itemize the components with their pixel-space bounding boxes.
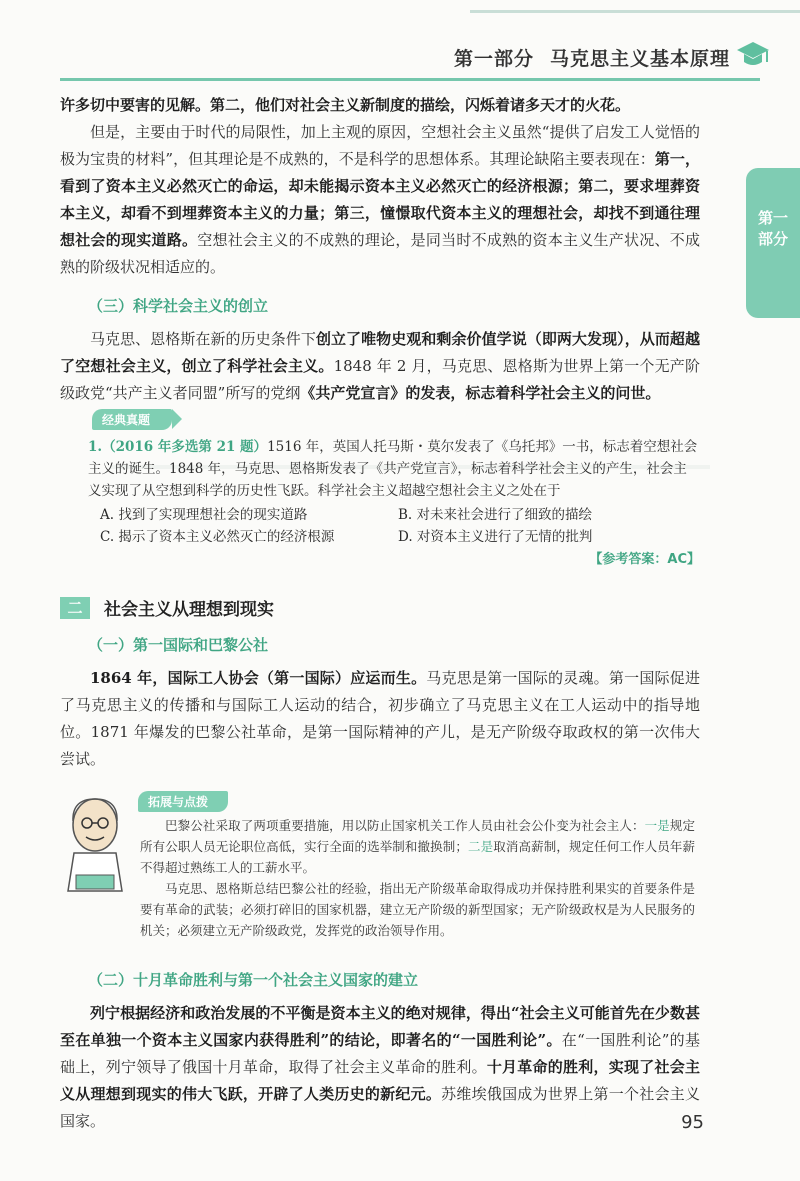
page-number: 95: [681, 1112, 704, 1133]
paragraph: [60, 326, 700, 407]
paragraph-text: 1848 年 2 月，马克思、恩格斯为世界上第一个无产阶级政党“共产主义者同盟”所写的党纲: [60, 357, 700, 402]
header-subject: 马克思主义基本原理: [549, 48, 730, 70]
paragraph-text: 马克思是第一国际的灵魂。第一国际促进了马克思主义的传播和与国际工人运动的结合，初步确立了马克思主义在工人运动中的指导地位。1871 年爆发的巴黎公社革命，是第一国际精神的产儿，是无产阶级夺取政权的第一次伟大尝试。: [60, 669, 700, 768]
section-title: 社会主义从理想到现实: [104, 600, 274, 620]
page-header: [0, 0, 800, 78]
graduation-cap-icon: [736, 40, 770, 70]
paragraph: [60, 119, 700, 281]
option-c: C. 揭示了资本主义必然灭亡的经济根源: [100, 529, 335, 545]
paragraph: [60, 1000, 700, 1135]
paragraph-highlight: 第一，看到了资本主义必然灭亡的命运，却未能揭示资本主义必然灭亡的经济根源；第二，要求埋葬资本主义，却看不到埋葬资本主义的力量；第三，憧憬取代资本主义的理想社会，却找不到通往理想社会的现实道路。: [60, 150, 700, 249]
subsection-heading: （二）十月革命胜利与第一个社会主义国家的建立: [88, 971, 419, 989]
option-a: A. 找到了实现理想社会的现实道路: [100, 507, 308, 523]
exam-question: [88, 436, 700, 502]
option-b: B. 对未来社会进行了细致的描绘: [398, 507, 593, 523]
question-text: 1516 年，英国人托马斯・莫尔发表了《乌托邦》一书，标志着空想社会主义的诞生。1848 年，马克思、恩格斯发表了《共产党宣言》，标志着科学社会主义的产生，社会主义实现了从空想到科学的历史性飞跃。科学社会主义超越空想社会主义之处在于: [88, 439, 698, 499]
subsection-heading: （三）科学社会主义的创立: [88, 297, 269, 315]
paragraph-highlight: 1864 年，国际工人协会（第一国际）应运而生。: [90, 669, 427, 687]
expand-text-part: 巴黎公社采取了两项重要措施，用以防止国家机关工作人员由社会公仆变为社会主人：: [165, 818, 645, 833]
section-heading: [60, 595, 700, 620]
section-number: 二: [60, 597, 90, 619]
paragraph: [60, 665, 700, 773]
exam-options: [100, 504, 700, 548]
exam-badge: 经典真题: [92, 409, 172, 430]
header-part: 第一部分: [453, 48, 534, 70]
side-tab-line: 第一: [757, 209, 788, 227]
expand-paragraph: [140, 878, 695, 941]
teacher-avatar: [60, 791, 130, 896]
expand-marker: 二是: [467, 839, 494, 854]
paragraph-highlight: 《共产党宣言》的发表，标志着科学社会主义的问世。: [300, 384, 661, 402]
paragraph-text: 马克思、恩格斯在新的历史条件下: [90, 330, 316, 348]
paragraph-highlight: 创立了唯物史观和剩余价值学说（即两大发现），从而超越了空想社会主义，创立了科学社会主义。: [60, 330, 700, 375]
paragraph-highlight: 列宁根据经济和政治发展的不平衡是资本主义的绝对规律，得出“社会主义可能首先在少数甚至在单独一个资本主义国家内获得胜利”的结论，即著名的“一国胜利论”。: [60, 1004, 700, 1049]
option-d: D. 对资本主义进行了无情的批判: [398, 529, 593, 545]
answer-key: 【参考答案：AC】: [589, 552, 700, 567]
expand-text-part: 马克思、恩格斯总结巴黎公社的经验，指出无产阶级革命取得成功并保持胜利果实的首要条件是要有革命的武装；必须打碎旧的国家机器，建立无产阶级的新型国家；无产阶级政权是为人民服务的机关；必须建立无产阶级政党，发挥党的政治领导作用。: [140, 881, 695, 938]
subsection-heading: （一）第一国际和巴黎公社: [88, 636, 269, 654]
expand-text: [140, 815, 695, 941]
paragraph-text: 但是，主要由于时代的局限性，加上主观的原因，空想社会主义虽然“提供了启发工人觉悟的极为宝贵的材料”，但其理论是不成熟的，不是科学的思想体系。其理论缺陷主要表现在：: [60, 123, 700, 168]
expand-text-part: 取消高薪制，规定任何工作人员年薪不得超过熟练工人的工薪水平。: [140, 839, 695, 875]
header-rule: [60, 78, 760, 81]
question-number: 1.（2016 年多选第 21 题）: [88, 439, 268, 455]
paragraph-text: 苏维埃俄国成为世界上第一个社会主义国家。: [60, 1085, 700, 1130]
side-tab-part-one[interactable]: [746, 168, 800, 318]
paragraph-text: 在“一国胜利论”的基础上，列宁领导了俄国十月革命，取得了社会主义革命的胜利。: [60, 1031, 701, 1076]
expand-box: [60, 791, 700, 941]
expand-marker: 一是: [644, 818, 670, 833]
side-tab-line: 部分: [757, 230, 788, 248]
header-top-line: [470, 10, 800, 13]
expand-badge: 拓展与点拨: [138, 791, 228, 812]
expand-paragraph: [140, 815, 695, 878]
main-content: [60, 92, 700, 1135]
paragraph-highlight: 十月革命的胜利，实现了社会主义从理想到现实的伟大飞跃，开辟了人类历史的新纪元。: [60, 1058, 700, 1103]
paragraph: [60, 92, 700, 119]
paragraph-text: 许多切中要害的见解。第二，他们对社会主义新制度的描绘，闪烁着诸多天才的火花。: [60, 96, 631, 114]
expand-text-part: 规定所有公职人员无论职位高低，实行全面的选举制和撤换制；: [140, 818, 695, 854]
paragraph-text: 空想社会主义的不成熟的理论，是同当时不成熟的资本主义生产状况、不成熟的阶级状况相适应的。: [60, 231, 700, 276]
header-title: [454, 44, 730, 71]
